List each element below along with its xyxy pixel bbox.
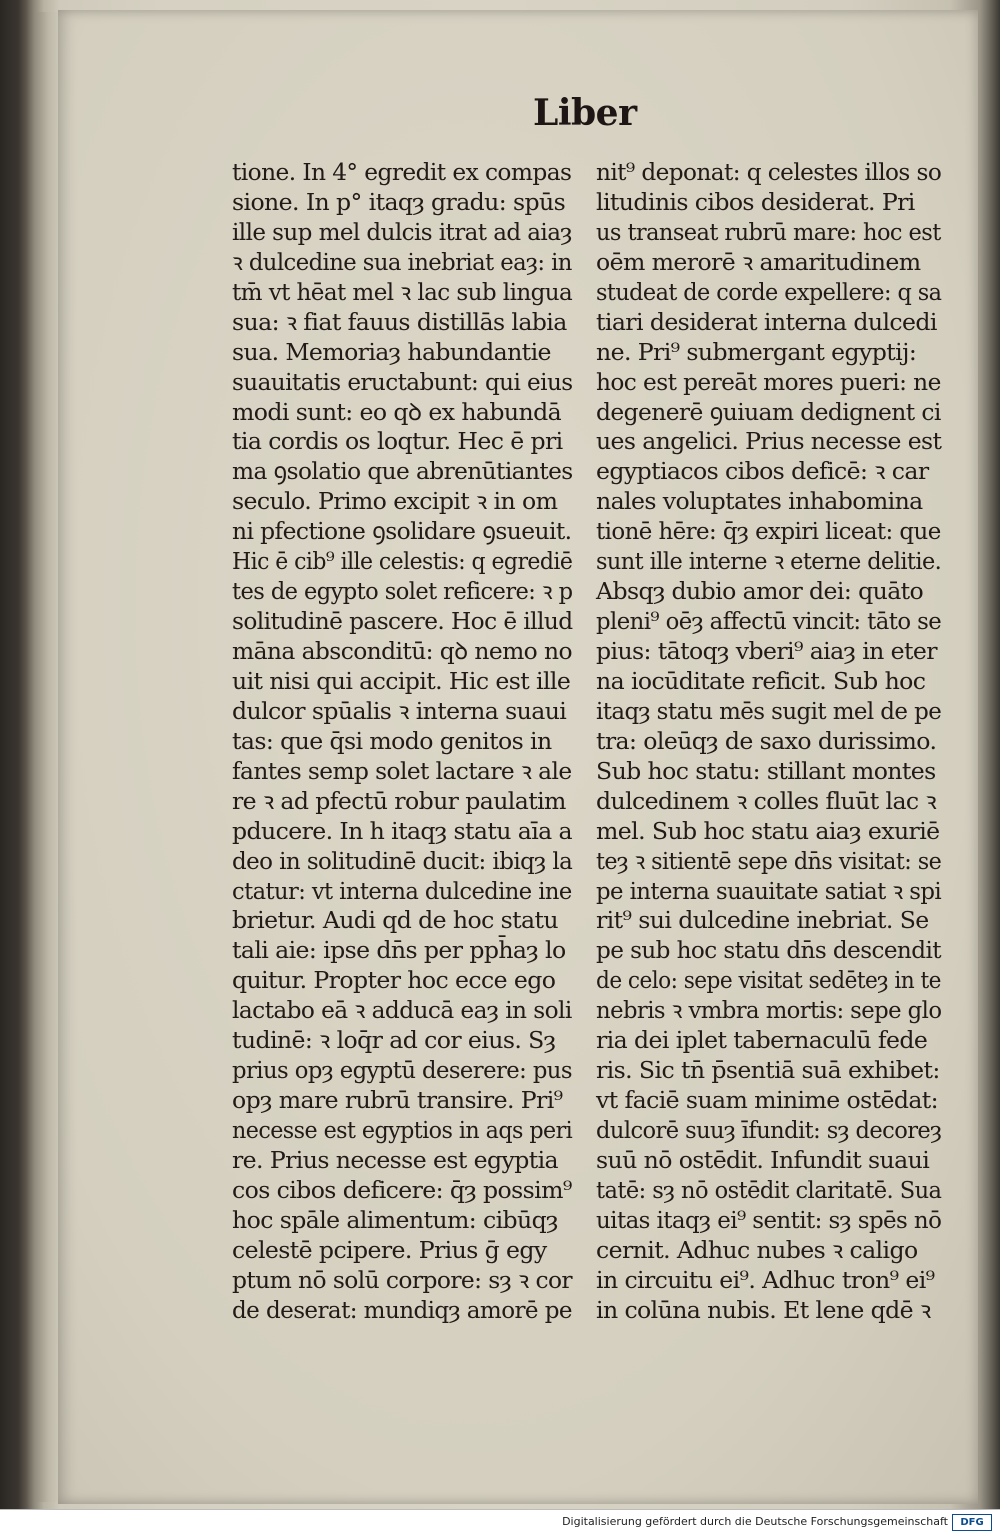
right-column-line: rit⁹ sui dulcedine inebriat. Se xyxy=(596,906,929,935)
left-column-line: ꝛ dulcedine sua inebriat eaȝ: in xyxy=(232,247,572,276)
right-column-line: Sub hoc statu: stillant montes xyxy=(596,756,936,785)
left-column-line: ille sup mel dulcis itrat ad aiaȝ xyxy=(232,217,572,246)
left-column-line: tia cordis os loqtur. Hec ē pri xyxy=(232,427,563,456)
running-head: Liber xyxy=(533,92,637,134)
left-column-line: modi sunt: eo qꝺ ex habundā xyxy=(232,397,562,426)
left-column-line: tione. In 4° egredit ex compas xyxy=(232,158,572,186)
right-column-line: tionē hēre: q̄ȝ expiri liceat: que xyxy=(596,517,941,546)
left-column-line: lactabo eā ꝛ adducā eaȝ in soli xyxy=(232,996,572,1025)
right-column-line: ne. Pri⁹ submergant egyptij: xyxy=(596,337,917,366)
left-column-line: ma ꝯsolatio que abrenūtiantes xyxy=(232,457,573,486)
right-column-line: suū nō ostēdit. Infundit suaui xyxy=(596,1145,930,1174)
right-column-line: hoc est pereāt mores pueri: ne xyxy=(596,367,941,396)
left-column-line: quitur. Propter hoc ecce ego xyxy=(232,966,556,995)
right-column-line: in colūna nubis. Et lene qdē ꝛ xyxy=(596,1295,931,1324)
right-column-line: vt faciē suam minime ostēdat: xyxy=(596,1086,939,1115)
right-column-line: in circuitu ei⁹. Adhuc tron⁹ ei⁹ xyxy=(596,1265,935,1294)
left-column-line: re ꝛ ad pfectū robur paulatim xyxy=(232,786,566,815)
right-column-line: pius: tātoqȝ vberi⁹ aiaȝ in eter xyxy=(596,637,937,665)
left-column-line: ni pfectione ꝯsolidare ꝯsueuit. xyxy=(232,517,572,546)
left-column-line: sua: ꝛ fiat fauus distillās labia xyxy=(232,307,567,336)
left-column-line: prius opȝ egyptū deserere: pus xyxy=(232,1056,572,1085)
left-text-column xyxy=(232,158,572,1326)
right-column-line: pe interna suauitate satiat ꝛ spi xyxy=(596,876,942,905)
left-column-line: uit nisi qui accipit. Hic est ille xyxy=(232,666,571,695)
right-column-line: tra: oleūqȝ de saxo durissimo. xyxy=(596,726,937,755)
right-column-line: mel. Sub hoc statu aiaȝ exuriē xyxy=(596,816,940,845)
left-column-line: opȝ mare rubrū transire. Pri⁹ xyxy=(232,1086,563,1115)
left-column-line: pducere. In h itaqȝ statu aīa a xyxy=(232,816,573,845)
left-column-line: seculo. Primo excipit ꝛ in om xyxy=(232,487,558,516)
right-column-line: nit⁹ deponat: q celestes illos so xyxy=(596,158,942,186)
left-column-line: tali aie: ipse dn̄s per pph̄aȝ lo xyxy=(232,936,566,965)
dfg-logo[interactable]: DFG xyxy=(952,1514,992,1531)
right-column-line: nales voluptates inhabomina xyxy=(596,487,923,516)
right-column-line: egyptiacos cibos deficē: ꝛ car xyxy=(596,457,929,486)
left-column-line: cos cibos deficere: q̄ȝ possim⁹ xyxy=(232,1175,572,1204)
right-column-line: Absqȝ dubio amor dei: quāto xyxy=(596,577,924,606)
left-column-line: deo in solitudinē ducit: ibiqȝ la xyxy=(232,846,573,875)
right-column-line: dulcedinem ꝛ colles fluūt lac ꝛ xyxy=(596,786,937,815)
left-column-line: necesse est egyptios in aqs peri xyxy=(232,1116,573,1144)
footer-bar xyxy=(0,1509,1000,1534)
left-column-line: māna absconditū: qꝺ nemo no xyxy=(232,637,572,665)
left-column-line: solitudinē pascere. Hoc ē illud xyxy=(232,607,573,636)
right-column-line: tiari desiderat interna dulcedi xyxy=(596,307,937,336)
right-column-line: na iocūditate reficit. Sub hoc xyxy=(596,666,926,695)
right-column-line: degenerē ꝯuiuam dedignent ci xyxy=(596,397,941,426)
left-column-line: tm̄ vt hēat mel ꝛ lac sub lingua xyxy=(232,277,573,306)
left-column-line: dulcor spūalis ꝛ interna suaui xyxy=(232,696,567,725)
right-column-line: us transeat rubrū mare: hoc est xyxy=(596,217,941,246)
funding-credit: Digitalisierung gefördert durch die Deutsche Forschungsgemeinschaft xyxy=(562,1515,948,1528)
left-column-line: suauitatis eructabunt: qui eius xyxy=(232,367,573,396)
left-column-line: re. Prius necesse est egyptia xyxy=(232,1145,558,1174)
right-column-line: itaqȝ statu mēs sugit mel de pe xyxy=(596,696,942,725)
right-column-line: tatē: sȝ nō ostēdit claritatē. Sua xyxy=(596,1175,942,1204)
right-column-line: ues angelici. Prius necesse est xyxy=(596,427,942,456)
left-column-line: sione. In p° itaqȝ gradu: spūs xyxy=(232,187,566,216)
right-text-column xyxy=(596,158,941,1326)
left-column-line: tas: que q̄si modo genitos in xyxy=(232,726,552,755)
right-column-line: dulcorē suuȝ īfundit: sȝ decoreȝ xyxy=(596,1116,942,1144)
right-column-line: sunt ille interne ꝛ eterne delitie. xyxy=(596,547,942,576)
left-column-line: de deserat: mundiqȝ amorē pe xyxy=(232,1295,572,1324)
left-column-line: brietur. Audi qd de hoc statu xyxy=(232,906,558,935)
left-column-line: tudinē: ꝛ loq̄r ad cor eius. Sȝ xyxy=(232,1026,556,1055)
right-column-line: ris. Sic tn̄ p̄sentiā suā exhibet: xyxy=(596,1056,940,1085)
right-column-line: uitas itaqȝ ei⁹ sentit: sȝ spēs nō xyxy=(596,1205,942,1234)
right-column-line: nebris ꝛ vmbra mortis: sepe glo xyxy=(596,996,942,1025)
right-column-line: litudinis cibos desiderat. Pri xyxy=(596,187,915,216)
right-column-line: teȝ ꝛ sitientē sepe dn̄s visitat: se xyxy=(596,846,942,875)
right-column-line: de celo: sepe visitat sedēteȝ in te xyxy=(596,966,941,995)
left-column-line: fantes semp solet lactare ꝛ ale xyxy=(232,756,572,785)
left-column-line: celestē pcipere. Prius ḡ egy xyxy=(232,1235,547,1264)
page-edge xyxy=(34,12,58,1502)
left-column-line: ptum nō solū corpore: sȝ ꝛ cor xyxy=(232,1265,573,1294)
left-column-line: Hic ē cib⁹ ille celestis: q egrediē xyxy=(232,547,573,576)
left-column-line: sua. Memoriaȝ habundantie xyxy=(232,337,551,366)
left-column-line: ctatur: vt interna dulcedine ine xyxy=(232,876,572,905)
left-column-line: hoc spāle alimentum: cibūqȝ xyxy=(232,1205,558,1234)
right-column-line: pleni⁹ oēȝ affectū vincit: tāto se xyxy=(596,607,942,636)
right-column-line: cernit. Adhuc nubes ꝛ caligo xyxy=(596,1235,918,1264)
right-column-line: studeat de corde expellere: q sa xyxy=(596,277,942,306)
right-column-line: oēm merorē ꝛ amaritudinem xyxy=(596,247,921,276)
right-column-line: pe sub hoc statu dn̄s descendit xyxy=(596,936,941,965)
right-column-line: ria dei iplet tabernaculū fede xyxy=(596,1026,928,1055)
left-column-line: tes de egypto solet reficere: ꝛ p xyxy=(232,577,573,606)
